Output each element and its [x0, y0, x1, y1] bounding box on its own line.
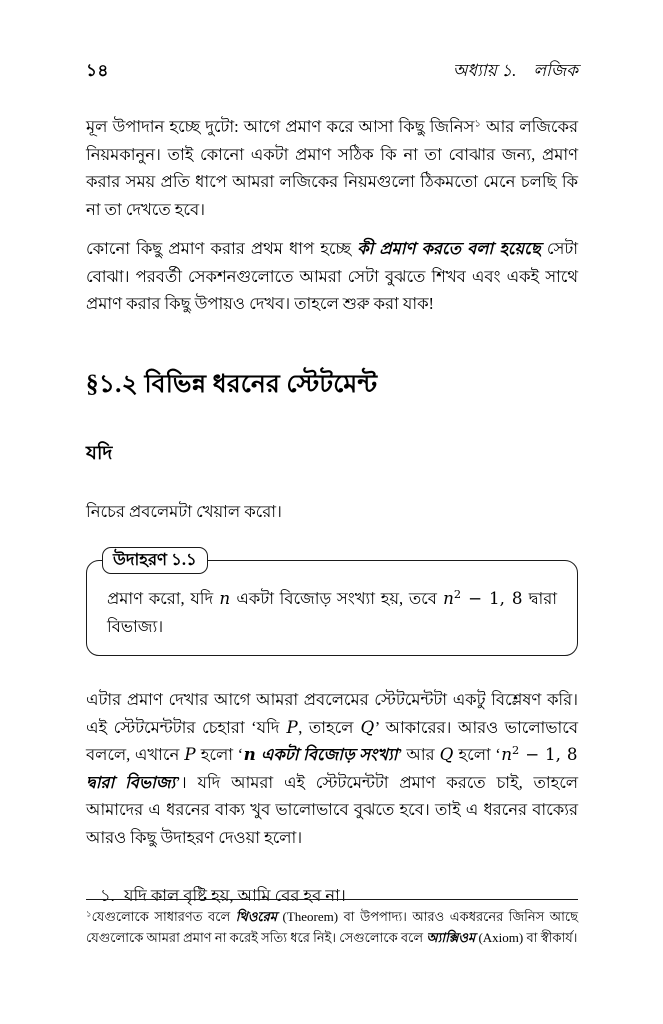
emphasis-divisible-by-eight: দ্বারা বিভাজ্য — [86, 772, 176, 792]
example-statement — [107, 584, 557, 641]
analysis-text-g: ’। যদি আমরা এই স্টেটমেন্টটা প্রমাণ করতে চাই, তাহলে আমাদের এ ধরনের বাক্য খুব ভালোভাবে বুঝতে হবে। তাই এ ধরনের বাক্যের আরও কিছু উদাহরণ দেওয়া হলো। — [86, 772, 578, 847]
math-variable-n: n — [219, 588, 231, 608]
section-heading: §১.২ বিভিন্ন ধরনের স্টেটমেন্ট — [86, 370, 378, 398]
analysis-text-f: হলো ‘ — [453, 745, 501, 764]
math-rest: − 1, 8 — [461, 588, 523, 608]
analysis-text-a: এটার প্রমাণ দেখার আগে আমরা প্রবলেমের স্টেটমেন্টটা একটু বিশ্লেষণ করি। এই স্টেটমেন্টটার চেহারা ‘যদি — [86, 690, 578, 737]
analysis-text-d: হলো ‘ — [196, 745, 244, 764]
footnote-reference-marker: ১ — [474, 118, 481, 130]
page-body — [86, 113, 578, 910]
example-text-a: প্রমাণ করো, যদি — [107, 589, 219, 608]
footnote-term-theorem-bn: থিওরেম — [235, 909, 277, 924]
paragraph-intro-text-a: মূল উপাদান হচ্ছে দুটো: আগে প্রমাণ করে আসা কিছু জিনিস — [86, 117, 475, 136]
math-variable-q-1: Q — [360, 716, 375, 737]
math-variable-n-emphasis: n — [243, 744, 256, 764]
paragraph-first-step — [86, 235, 578, 318]
paragraph-intro — [86, 113, 578, 223]
page-number: ১৪ — [86, 61, 109, 80]
math-variable-q-2: Q — [439, 744, 454, 764]
math-variable-p-1: P — [286, 716, 298, 737]
example-block — [86, 550, 578, 656]
analysis-text-e: ’ আর — [397, 745, 440, 764]
footnote-text — [86, 907, 578, 948]
footnote-text-a: যেগুলোকে সাধারণত বলে — [91, 909, 236, 924]
subsection-heading: যদি — [86, 442, 113, 464]
math-exponent-two: 2 — [453, 587, 462, 602]
footnote-text-c: বা স্বীকার্য। — [523, 929, 578, 945]
example-text-c: দ্বারা বিভাজ্য। — [107, 589, 557, 636]
footnote-term-theorem-en: (Theorem) — [277, 909, 339, 924]
math-expression-emphasis — [501, 744, 578, 764]
math-emph-exponent-two: 2 — [512, 743, 520, 758]
example-box — [86, 560, 578, 656]
paragraph-analysis — [86, 686, 578, 851]
footnote-separator-rule — [86, 899, 578, 900]
paragraph-first-step-text-b: সেটা বোঝা। পরবর্তী সেকশনগুলোতে আমরা সেটা বুঝতে শিখব এবং একই সাথে প্রমাণ করার কিছু উপায়ও দেখব। তাহলে শুরু করা যাক! — [86, 239, 578, 313]
paragraph-intro-text-b: আর লজিকের নিয়মকানুন। তাই কোনো একটা প্রমাণ সঠিক কি না তা বোঝার জন্য, প্রমাণ করার সময় প্রতি ধাপে আমরা লজিকের নিয়মগুলো ঠিকমতো মেনে চলছি কি না তা দেখতে হবে। — [86, 117, 578, 219]
analysis-text-c: ’ আকারের। আরও ভালোভাবে বললে, এখানে — [86, 717, 578, 764]
example-text-b: একটা বিজোড় সংখ্যা হয়, তবে — [230, 589, 443, 608]
chapter-header: অধ্যায় ১. লজিক — [452, 61, 578, 80]
paragraph-first-step-text-a: কোনো কিছু প্রমাণ করার প্রথম ধাপ হচ্ছে — [86, 239, 358, 258]
footnote-text-b: বা উপপাদ্য। আরও একধরনের জিনিস আছে যেগুলোকে আমরা প্রমাণ না করেই সত্যি ধরে নিই। সেগুলোকে বলে — [86, 909, 578, 945]
footnote-marker: ১ — [86, 908, 92, 919]
footnote-area — [86, 899, 578, 948]
emphasis-odd-number: একটা বিজোড় সংখ্যা — [256, 745, 398, 764]
analysis-text-b: , তাহলে — [298, 717, 360, 737]
math-expression-n-squared-minus-one — [443, 588, 523, 608]
example-label-badge: উদাহরণ ১.১ — [102, 547, 208, 574]
list-item-marker: ১. — [100, 886, 115, 905]
page-header — [86, 58, 578, 86]
math-emph-base-n: n — [501, 744, 513, 764]
emphasis-what-to-prove: কী প্রমাণ করতে বলা হয়েছে — [357, 239, 541, 258]
math-emph-mid: − 1, 8 — [519, 744, 578, 764]
paragraph-look-at-problem: নিচের প্রবলেমটা খেয়াল করো। — [86, 501, 282, 521]
math-variable-p-2: P — [184, 744, 196, 764]
math-base-n: n — [443, 588, 454, 608]
footnote-term-axiom-bn: অ্যাক্সিওম — [426, 929, 476, 945]
list-item-text: যদি কাল বৃষ্টি হয়, আমি বের হব না। — [124, 886, 346, 905]
footnote-term-axiom-en: (Axiom) — [475, 929, 524, 945]
